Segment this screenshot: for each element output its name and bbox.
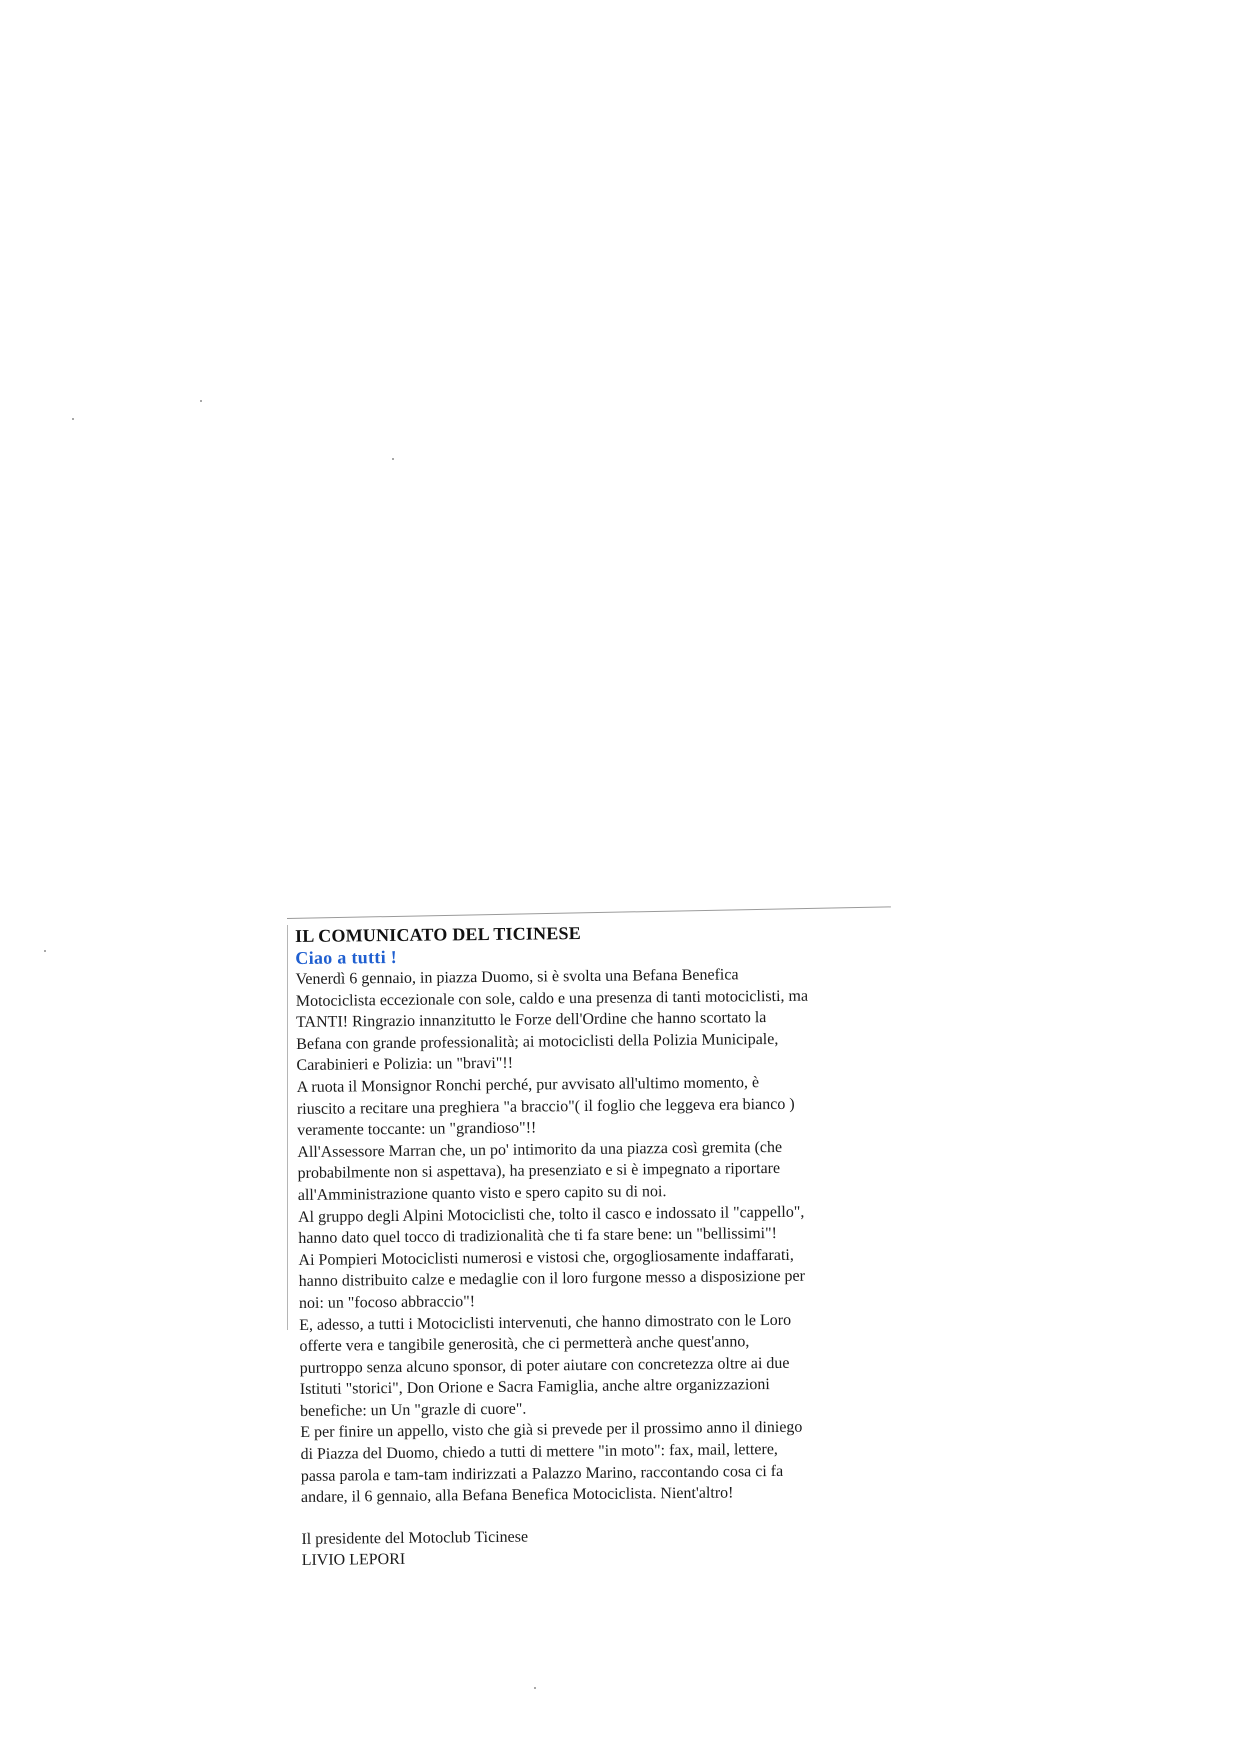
body-line: TANTI! Ringrazio innanzitutto le Forze dell'Ordine che hanno scortato la: [295, 1009, 767, 1032]
body-line: E per finire un appello, visto che già si prevede per il prossimo anno il diniego: [300, 1419, 803, 1442]
body-line: riuscito a recitare una preghiera "a braccio"( il foglio che leggeva era bianco ): [296, 1095, 795, 1118]
body-line: passa parola e tam-tam indirizzati a Palazzo Marino, raccontando cosa ci fa: [300, 1462, 784, 1485]
clipping-top-edge: [287, 906, 891, 919]
body-line: Ai Pompieri Motociclisti numerosi e vistosi che, orgogliosamente indaffarati,: [298, 1246, 794, 1269]
body-line: noi: un "focoso abbraccio"!: [298, 1293, 476, 1312]
body-line: hanno distribuito calze e medaglie con il loro furgone messo a disposizione per: [298, 1267, 806, 1291]
newspaper-clipping: [287, 905, 907, 1570]
scan-speck: [534, 1687, 536, 1689]
scan-speck: [72, 418, 74, 420]
body-line: Istituti "storici", Don Orione e Sacra Famiglia, anche altre organizzazioni: [299, 1376, 770, 1399]
body-line: Befana con grande professionalità; ai motociclisti della Polizia Municipale,: [296, 1030, 779, 1053]
scan-speck: [392, 458, 394, 460]
body-line: Motociclista eccezionale con sole, caldo e una presenza di tanti motociclisti, ma: [295, 987, 809, 1010]
signature-role: Il presidente del Motoclub Ticinese: [301, 1528, 529, 1548]
body-line: all'Amministrazione quanto visto e spero capito su di noi.: [297, 1183, 667, 1204]
headline: IL COMUNICATO DEL TICINESE: [295, 923, 582, 946]
scan-speck: [44, 950, 46, 952]
body-line: hanno dato quel tocco di tradizionalità che ti fa stare bene: un "bellissimi"!: [298, 1225, 778, 1248]
body-line: Carabinieri e Polizia: un "bravi"!!: [296, 1055, 514, 1075]
body-line: andare, il 6 gennaio, alla Befana Benefica Motociclista. Nient'altro!: [300, 1484, 734, 1507]
signature-name: LIVIO LEPORI: [301, 1551, 406, 1570]
body-line: purtroppo senza alcuno sponsor, di poter aiutare con concretezza oltre ai due: [299, 1354, 790, 1377]
body-line: A ruota il Monsignor Ronchi perché, pur avvisato all'ultimo momento, è: [296, 1074, 760, 1096]
clipping-left-edge: [287, 925, 288, 1330]
body-line: offerte vera e tangibile generosità, che ci permetterà anche quest'anno,: [299, 1333, 750, 1356]
body-line: di Piazza del Duomo, chiedo a tutti di mettere "in moto": fax, mail, lettere,: [300, 1441, 778, 1464]
body-line: E, adesso, a tutti i Motociclisti intervenuti, che hanno dimostrato con le Loro: [299, 1311, 792, 1334]
body-line: probabilmente non si aspettava), ha presenziato e si è impegnato a riportare: [297, 1160, 781, 1183]
signature-block: [301, 1522, 907, 1572]
greeting: Ciao a tutti !: [295, 946, 398, 968]
body-line: benefiche: un Un "grazle di cuore".: [300, 1400, 527, 1420]
body-text: [295, 963, 907, 1509]
body-line: Al gruppo degli Alpini Motociclisti che, tolto il casco e indossato il "cappello",: [297, 1203, 805, 1226]
scan-speck: [200, 400, 202, 402]
body-line: All'Assessore Marran che, un po' intimorito da una piazza così gremita (che: [297, 1138, 783, 1161]
clipping-content: [295, 919, 908, 1572]
body-line: veramente toccante: un "grandioso"!!: [297, 1119, 537, 1140]
body-line: Venerdì 6 gennaio, in piazza Duomo, si è svolta una Befana Benefica: [295, 966, 739, 988]
